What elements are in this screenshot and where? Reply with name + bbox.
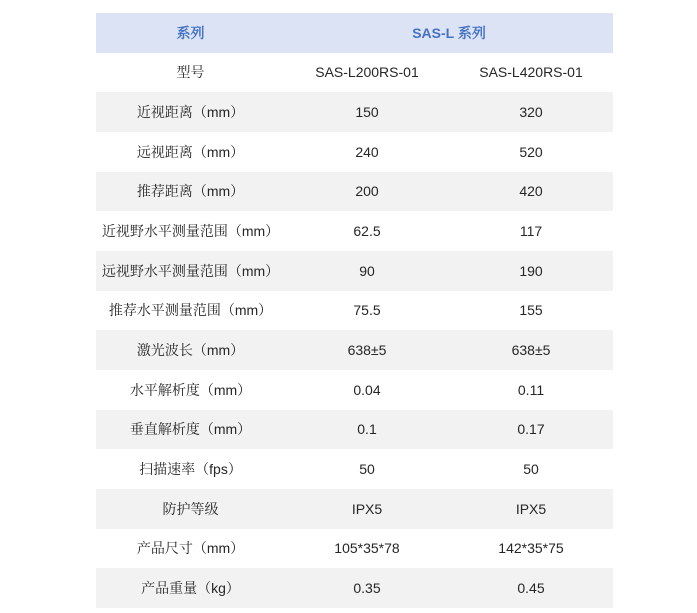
header-series-value: SAS-L 系列: [285, 13, 613, 53]
spec-value-model-1: 62.5: [285, 211, 449, 251]
spec-value-model-2: 142*35*75: [449, 529, 613, 569]
header-series-label: 系列: [96, 13, 285, 53]
spec-value-model-2: 638±5: [449, 330, 613, 370]
spec-value-model-2: 0.17: [449, 410, 613, 450]
spec-value-model-1: 200: [285, 172, 449, 212]
spec-label: 近视野水平测量范围（mm）: [96, 211, 285, 251]
spec-value-model-1: 240: [285, 132, 449, 172]
table-row: [96, 211, 613, 251]
table-row: [96, 251, 613, 291]
spec-value-model-2: IPX5: [449, 489, 613, 529]
table-row: [96, 132, 613, 172]
spec-label: 型号: [96, 53, 285, 93]
table-row: [96, 291, 613, 331]
spec-value-model-1: SAS-L200RS-01: [285, 53, 449, 93]
spec-value-model-1: 638±5: [285, 330, 449, 370]
spec-value-model-2: 520: [449, 132, 613, 172]
table-row: [96, 410, 613, 450]
spec-value-model-2: 117: [449, 211, 613, 251]
spec-value-model-1: 0.04: [285, 370, 449, 410]
spec-value-model-2: SAS-L420RS-01: [449, 53, 613, 93]
table-row: [96, 489, 613, 529]
spec-label: 产品重量（kg）: [96, 568, 285, 608]
spec-value-model-2: 420: [449, 172, 613, 212]
spec-value-model-1: 90: [285, 251, 449, 291]
table-row: [96, 568, 613, 608]
spec-value-model-1: 50: [285, 449, 449, 489]
spec-label: 防护等级: [96, 489, 285, 529]
spec-label: 推荐距离（mm）: [96, 172, 285, 212]
spec-label: 产品尺寸（mm）: [96, 529, 285, 569]
table-row: [96, 330, 613, 370]
spec-label: 激光波长（mm）: [96, 330, 285, 370]
spec-value-model-1: IPX5: [285, 489, 449, 529]
spec-label: 推荐水平测量范围（mm）: [96, 291, 285, 331]
spec-value-model-2: 155: [449, 291, 613, 331]
table-row: [96, 92, 613, 132]
table-row: [96, 529, 613, 569]
table-row: [96, 370, 613, 410]
spec-label: 远视距离（mm）: [96, 132, 285, 172]
spec-label: 近视距离（mm）: [96, 92, 285, 132]
spec-label: 水平解析度（mm）: [96, 370, 285, 410]
table-header-row: [96, 13, 613, 53]
table-row: [96, 172, 613, 212]
spec-value-model-1: 105*35*78: [285, 529, 449, 569]
spec-label: 远视野水平测量范围（mm）: [96, 251, 285, 291]
spec-value-model-1: 150: [285, 92, 449, 132]
spec-value-model-2: 190: [449, 251, 613, 291]
spec-value-model-1: 0.35: [285, 568, 449, 608]
spec-value-model-2: 320: [449, 92, 613, 132]
spec-label: 垂直解析度（mm）: [96, 410, 285, 450]
spec-value-model-2: 0.11: [449, 370, 613, 410]
spec-value-model-2: 0.45: [449, 568, 613, 608]
spec-value-model-1: 0.1: [285, 410, 449, 450]
table-row: [96, 53, 613, 93]
spec-value-model-2: 50: [449, 449, 613, 489]
table-row: [96, 449, 613, 489]
spec-label: 扫描速率（fps）: [96, 449, 285, 489]
spec-value-model-1: 75.5: [285, 291, 449, 331]
product-spec-table: [96, 13, 613, 608]
